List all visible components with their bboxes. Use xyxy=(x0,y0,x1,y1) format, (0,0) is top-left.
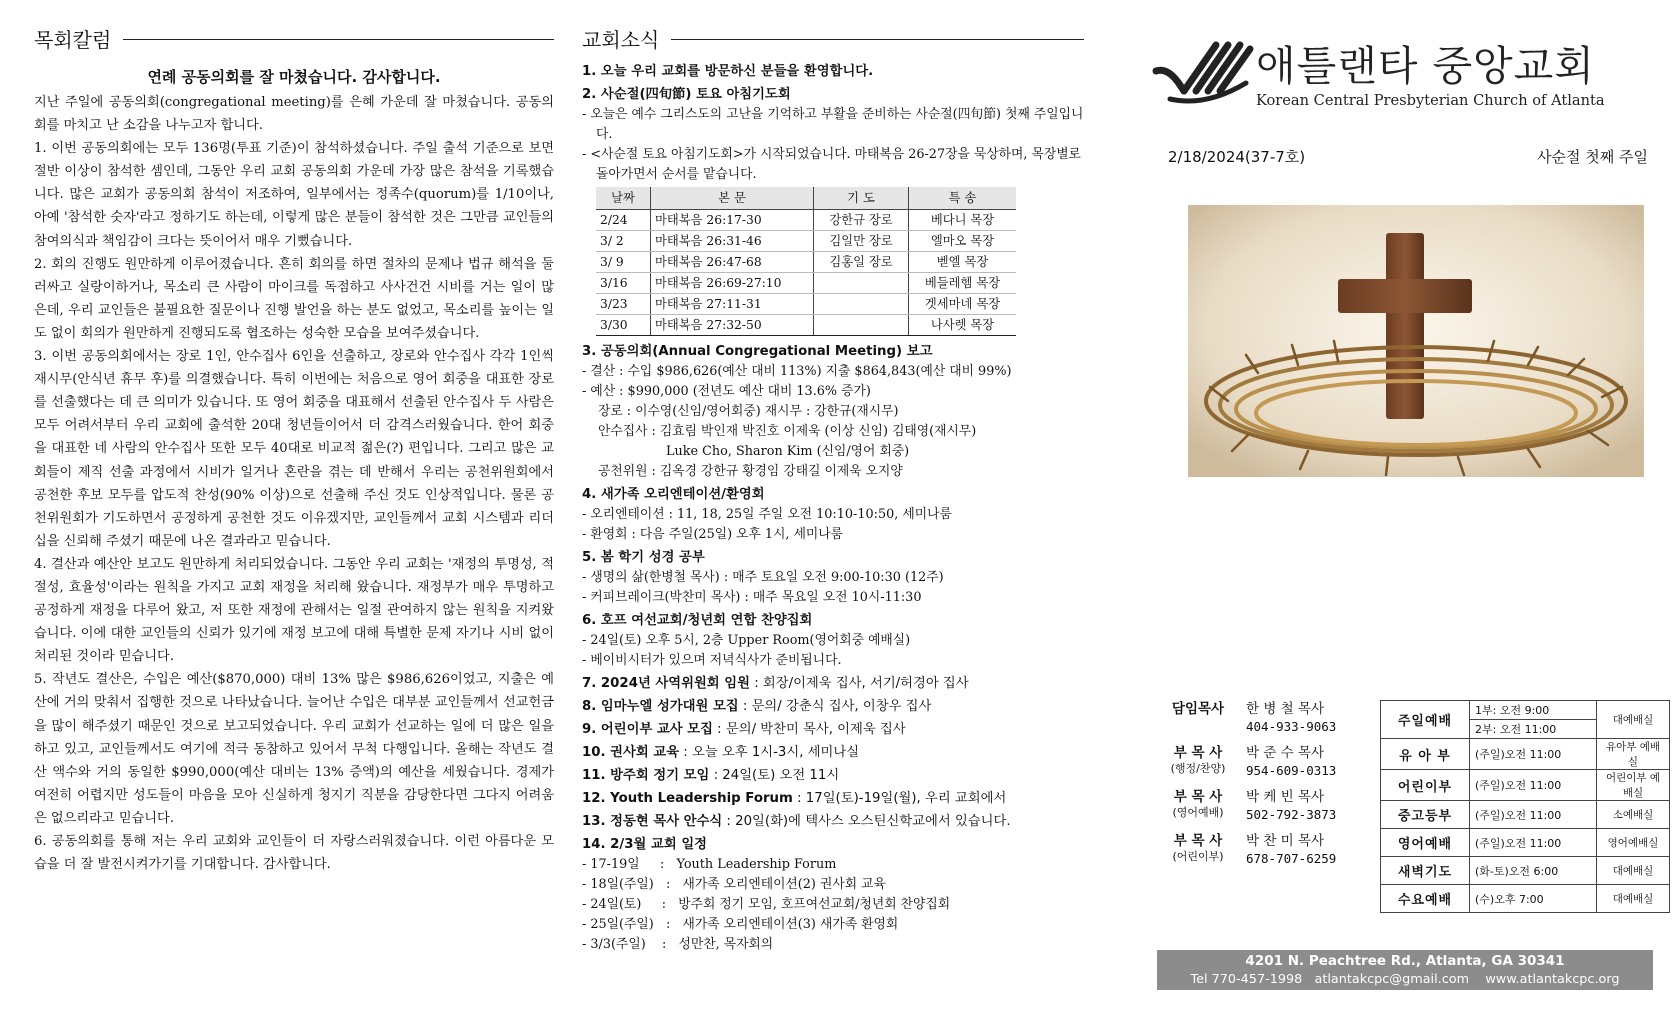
staff-role xyxy=(1162,788,1234,832)
news-item-8 xyxy=(582,697,1084,717)
section-title: 교회소식 xyxy=(582,27,660,52)
church-address: 4201 N. Peachtree Rd., Atlanta, GA 30341 xyxy=(1245,953,1565,969)
news-line: - 오늘은 예수 그리스도의 고난을 기억하고 부활을 준비하는 사순절(四旬節) 첫째 주일입니다. xyxy=(582,107,1084,142)
staff-phone: 404-933-9063 xyxy=(1246,719,1337,734)
table-row xyxy=(1381,801,1670,829)
table-cell: 마태복음 26:31-46 xyxy=(651,231,814,252)
staff-info xyxy=(1234,832,1336,876)
service-time: (화-토)오전 6:00 xyxy=(1470,857,1597,885)
pastor-column-header xyxy=(34,22,554,54)
table-cell: 엘마오 목장 xyxy=(909,231,1017,252)
cross-crown-of-thorns-icon xyxy=(1188,205,1644,477)
table-cell: 3/23 xyxy=(596,294,651,315)
news-line: Luke Cho, Sharon Kim (신임/영어 회중) xyxy=(666,444,910,459)
church-name-english: Korean Central Presbyterian Church of Atlanta xyxy=(1256,91,1605,109)
table-header-row xyxy=(596,187,1016,210)
news-item-title: 12. Youth Leadership Forum xyxy=(582,791,793,806)
news-line: - 환영회 : 다음 주일(25일) 오후 1시, 세미나룸 xyxy=(582,527,844,542)
news-item-detail: : 20일(화)에 텍사스 오스틴신학교에서 있습니다. xyxy=(722,814,1011,829)
column-header: 기 도 xyxy=(814,187,909,210)
news-item-title: 11. 방주회 정기 모임 xyxy=(582,768,710,783)
table-row xyxy=(1381,829,1670,857)
news-item-title: 8. 임마누엘 성가대원 모집 xyxy=(582,699,739,714)
staff-name: 박 찬 미 목사 xyxy=(1246,833,1325,849)
table-row xyxy=(1381,701,1670,720)
table-cell: 벧엘 목장 xyxy=(909,252,1017,273)
service-place: 대예배실 xyxy=(1597,885,1670,913)
section-title: 목회칼럼 xyxy=(34,27,112,52)
table-row xyxy=(596,273,1016,294)
service-time: (주일)오전 11:00 xyxy=(1470,770,1597,801)
service-time: (수)오후 7:00 xyxy=(1470,885,1597,913)
table-row xyxy=(1381,739,1670,770)
article-title: 연례 공동의회를 잘 마쳤습니다. 감사합니다. xyxy=(147,68,441,86)
news-line: - 오리엔테이션 : 11, 18, 25일 주일 오전 10:10-10:50, 세미나룸 xyxy=(582,507,952,522)
news-item-4-title: 4. 새가족 오리엔테이션/환영회 xyxy=(582,487,765,502)
news-item-detail: : 회장/이제욱 집사, 서기/허경아 집사 xyxy=(749,676,969,691)
table-row xyxy=(596,252,1016,273)
staff-list xyxy=(1162,700,1382,876)
service-name: 어린이부 xyxy=(1381,770,1470,801)
service-name: 새벽기도 xyxy=(1381,857,1470,885)
church-name-korean: 애틀랜타 중앙교회 xyxy=(1256,41,1595,90)
table-cell: 겟세마네 목장 xyxy=(909,294,1017,315)
staff-name: 박 준 수 목사 xyxy=(1246,745,1325,761)
service-place: 어린이부 예배실 xyxy=(1597,770,1670,801)
schedule-line: - 25일(주일) : 새가족 오리엔테이션(3) 새가족 환영회 xyxy=(582,917,899,932)
staff-info xyxy=(1234,788,1336,832)
staff-entry xyxy=(1162,832,1382,876)
service-time: 2부: 오전 11:00 xyxy=(1470,720,1597,739)
service-time: (주일)오전 11:00 xyxy=(1470,801,1597,829)
table-cell: 2/24 xyxy=(596,210,651,231)
news-line: 안수집사 : 김효림 박인재 박진호 이제욱 (이상 신임) 김태영(재시무) xyxy=(598,424,977,439)
news-item-5-title: 5. 봄 학기 성경 공부 xyxy=(582,550,705,565)
service-place: 소예배실 xyxy=(1597,801,1670,829)
news-item-title: 10. 권사회 교육 xyxy=(582,745,680,760)
header-rule xyxy=(123,39,554,40)
news-item-6-title: 6. 호프 여선교회/청년회 연합 찬양집회 xyxy=(582,613,813,628)
service-time: (주일)오전 11:00 xyxy=(1470,739,1597,770)
worship-schedule-table xyxy=(1380,700,1670,913)
news-line: 장로 : 이수영(신임/영어회중) 재시무 : 강한규(재시무) xyxy=(598,404,899,419)
liturgical-week: 사순절 첫째 주일 xyxy=(1537,148,1648,166)
news-line: - 결산 : 수입 $986,626(예산 대비 113%) 지출 $864,843(예산 대비 99%) xyxy=(582,364,1012,379)
news-item-detail: : 문의/ 강춘식 집사, 이창우 집사 xyxy=(738,699,932,714)
article-paragraph: 5. 작년도 결산은, 수입은 예산($870,000) 대비 13% 많은 $986,626이었고, 지출은 예산에 거의 맞춰서 집행한 것으로 나타났습니다. 늘어난 수입은 대부분 교인들께서 선교헌금을 많이 해주셨기 때문인 것으로 보고되었습니다. 우리 교회가 선교하는 일에 더 많은 일을 하고 있고, 교인들께서도 여기에 적극 동참하고 있어서 무척 다행입니다. 올해는 작년도 결산 액수와 거의 동일한 $990,000(예산 대비는 13% 증액)의 예산을 세웠습니다. 경제가 여전히 어렵지만 성도들이 마음을 모아 신실하게 청지기 직분을 감당한다면 그다지 어려움은 없으리라고 믿습니다. xyxy=(34,672,554,826)
news-item-title: 7. 2024년 사역위원회 임원 xyxy=(582,676,750,691)
news-item-detail: : 오늘 오후 1시-3시, 세미나실 xyxy=(679,745,860,760)
staff-name: 박 케 빈 목사 xyxy=(1246,789,1325,805)
news-line: 공천위원 : 김옥경 강한규 황경임 강태길 이제욱 오지양 xyxy=(598,464,903,479)
article-paragraph: 지난 주일에 공동의회(congregational meeting)를 은혜 가운데 잘 마쳤습니다. 공동의회를 마치고 난 소감을 나누고자 합니다. xyxy=(34,95,554,134)
news-item-title: 9. 어린이부 교사 모집 xyxy=(582,722,713,737)
schedule-line: - 24일(토) : 방주회 정기 모임, 호프여선교회/청년회 찬양집회 xyxy=(582,897,951,912)
staff-role-label: 부 목 사 xyxy=(1173,745,1223,761)
table-cell xyxy=(814,315,909,336)
article-paragraph: 6. 공동의회를 통해 저는 우리 교회와 교인들이 더 자랑스러워졌습니다. 이런 아름다운 모습을 더 잘 발전시켜가기를 기대합니다. 감사합니다. xyxy=(34,834,554,873)
table-cell: 3/16 xyxy=(596,273,651,294)
church-header xyxy=(1150,30,1648,120)
church-name-block xyxy=(1256,42,1605,109)
table-row xyxy=(596,294,1016,315)
staff-role xyxy=(1162,744,1234,788)
staff-role-label: 부 목 사 xyxy=(1173,789,1223,805)
news-item-detail: : 17일(토)-19일(월), 우리 교회에서 xyxy=(792,791,1007,806)
service-place: 유아부 예배실 xyxy=(1597,739,1670,770)
news-line: - 생명의 삶(한병철 목사) : 매주 토요일 오전 9:00-10:30 (12주) xyxy=(582,570,944,585)
staff-role-label: 담임목사 xyxy=(1171,701,1225,717)
staff-role xyxy=(1162,832,1234,876)
service-time: 1부: 오전 9:00 xyxy=(1470,701,1597,720)
staff-info xyxy=(1234,700,1336,744)
news-item-14-title: 14. 2/3월 교회 일정 xyxy=(582,837,708,852)
staff-role-label: 부 목 사 xyxy=(1173,833,1223,849)
news-item-detail: : 24일(토) 오전 11시 xyxy=(709,768,840,783)
news-item-7 xyxy=(582,674,1084,694)
staff-entry xyxy=(1162,700,1382,744)
article-paragraph: 1. 이번 공동의회에는 모두 136명(투표 기준)이 참석하셨습니다. 주일 출석 기준으로 보면 절반 이상이 참석한 셈인데, 그동안 우리 교회 공동의회 가운데 가장 많은 참석을 기록했습니다. 많은 교회가 공동의회 참석이 저조하여, 일부에서는 정족수(quorum)를 1/10이나, 아예 '참석한 숫자'라고 정하기도 하는데, 이렇게 많은 분들이 참석한 것은 그만큼 교인들의 참여의식과 책임감이 크다는 뜻이어서 매우 기뻤습니다. xyxy=(34,141,554,249)
table-cell: 마태복음 26:17-30 xyxy=(651,210,814,231)
staff-role-sub: (영어예배) xyxy=(1172,806,1224,819)
article-paragraph: 3. 이번 공동의회에서는 장로 1인, 안수집사 6인을 선출하고, 장로와 안수집사 각각 1인씩 재시무(안식년 휴무 후)를 의결했습니다. 특히 이번에는 처음으로 영어 회중을 대표한 장로를 선출했다는 데 큰 의미가 있습니다. 또 영어 회중을 대표해서 선출된 안수집사 두 사람은 모두 어려서부터 우리 교회에 출석한 20대 청년들이어서 더 감격스러웠습니다. 한어 회중을 대표한 네 사람의 안수집사 또한 모두 40대로 비교적 젊은(?) 편입니다. 그리고 많은 교회들이 제직 선출 과정에서 시비가 일거나 혼란을 겪는 데 반해서 우리는 공천위원회에서 공천한 후보 모두를 압도적 찬성(90% 이상)으로 선출해 주신 것도 인상적입니다. 물론 공천위원회가 기도하면서 공정하게 공천한 것도 이유겠지만, 교인들께서 교회 시스템과 리더십을 신뢰해 주셨기 때문에 나온 결과라고 믿습니다. xyxy=(34,349,554,549)
news-line: - <사순절 토요 아침기도회>가 시작되었습니다. 마태복음 26-27장을 묵상하며, 목장별로 돌아가면서 순서를 맡습니다. xyxy=(582,147,1081,182)
article-paragraph: 4. 결산과 예산안 보고도 원만하게 처리되었습니다. 그동안 우리 교회는 '재정의 투명성, 적절성, 효율성'이라는 원칙을 가지고 교회 재정을 처리해 왔습니다. 재정부가 매우 투명하고 공정하게 재정을 다루어 왔고, 저 또한 재정에 관해서는 일절 관여하지 않는 원칙을 지켜왔습니다. 이에 대한 교인들의 신뢰가 있기에 재정 보고에 대해 특별한 문제 자기나 시비 없이 처리된 것이라 믿습니다. xyxy=(34,556,554,665)
news-item-3-title: 3. 공동의회(Annual Congregational Meeting) 보고 xyxy=(582,344,933,359)
news-item-detail: : 문의/ 박찬미 목사, 이제욱 집사 xyxy=(712,722,906,737)
news-item-12 xyxy=(582,789,1084,809)
service-name: 중고등부 xyxy=(1381,801,1470,829)
news-column xyxy=(582,22,1084,955)
table-row xyxy=(596,231,1016,252)
table-cell: 마태복음 26:69-27:10 xyxy=(651,273,814,294)
table-cell: 마태복음 27:32-50 xyxy=(651,315,814,336)
news-line: - 베이비시터가 있으며 저녁식사가 준비됩니다. xyxy=(582,653,842,668)
service-name: 수요예배 xyxy=(1381,885,1470,913)
service-place: 영어예배실 xyxy=(1597,829,1670,857)
news-line: - 24일(토) 오후 5시, 2층 Upper Room(영어회중 예배실) xyxy=(582,633,911,648)
pastor-column xyxy=(34,22,554,876)
news-item-9 xyxy=(582,720,1084,740)
table-row xyxy=(596,210,1016,231)
news-item-11 xyxy=(582,766,1084,786)
staff-entry xyxy=(1162,744,1382,788)
issue-number: 2/18/2024(37-7호) xyxy=(1168,148,1306,166)
prayer-schedule-table xyxy=(596,187,1016,336)
table-cell: 3/ 9 xyxy=(596,252,651,273)
staff-role-sub: (행정/찬양) xyxy=(1170,762,1226,775)
news-item-title: 13. 정동현 목사 안수식 xyxy=(582,814,723,829)
news-list xyxy=(582,62,1084,955)
news-line: - 커피브레이크(박찬미 목사) : 매주 목요일 오전 10시-11:30 xyxy=(582,590,922,605)
schedule-line: - 17-19일 : Youth Leadership Forum xyxy=(582,857,837,872)
service-place: 대예배실 xyxy=(1597,857,1670,885)
table-row xyxy=(1381,857,1670,885)
table-row xyxy=(1381,885,1670,913)
staff-phone: 678-707-6259 xyxy=(1246,851,1337,866)
table-cell: 김일만 장로 xyxy=(814,231,909,252)
staff-phone: 954-609-0313 xyxy=(1246,763,1337,778)
table-row xyxy=(1381,770,1670,801)
service-name: 주일예배 xyxy=(1381,701,1470,739)
table-cell: 마태복음 26:47-68 xyxy=(651,252,814,273)
column-header: 특 송 xyxy=(909,187,1017,210)
news-column-header xyxy=(582,22,1084,54)
news-line: - 예산 : $990,000 (전년도 예산 대비 13.6% 증가) xyxy=(582,384,871,399)
table-cell: 베들레헴 목장 xyxy=(909,273,1017,294)
schedule-line: - 18일(주일) : 새가족 오리엔테이션(2) 권사회 교육 xyxy=(582,877,886,892)
news-item-13 xyxy=(582,812,1084,832)
table-cell xyxy=(814,273,909,294)
staff-info xyxy=(1234,744,1336,788)
table-row xyxy=(596,315,1016,336)
staff-phone: 502-792-3873 xyxy=(1246,807,1337,822)
table-cell: 김홍일 장로 xyxy=(814,252,909,273)
news-item-1: 1. 오늘 우리 교회를 방문하신 분들을 환영합니다. xyxy=(582,64,874,79)
cover-column xyxy=(1150,30,1648,481)
table-cell: 3/ 2 xyxy=(596,231,651,252)
table-cell: 3/30 xyxy=(596,315,651,336)
staff-role xyxy=(1162,700,1234,744)
header-rule xyxy=(671,39,1084,40)
table-cell: 베다니 목장 xyxy=(909,210,1017,231)
column-header: 날짜 xyxy=(596,187,651,210)
staff-name: 한 병 철 목사 xyxy=(1246,701,1325,717)
church-contact-footer xyxy=(1157,950,1653,990)
service-name: 영어예배 xyxy=(1381,829,1470,857)
table-cell: 강한규 장로 xyxy=(814,210,909,231)
schedule-line: - 3/3(주일) : 성만찬, 목자회의 xyxy=(582,937,774,952)
staff-role-sub: (어린이부) xyxy=(1172,850,1224,863)
news-item-2-title: 2. 사순절(四旬節) 토요 아침기도회 xyxy=(582,87,791,102)
church-logo-icon xyxy=(1150,37,1256,113)
church-contact: Tel 770-457-1998 atlantakcpc@gmail.com www.atlantakcpc.org xyxy=(1190,972,1620,987)
article-paragraph: 2. 회의 진행도 원만하게 이루어졌습니다. 흔히 회의를 하면 절차의 문제나 법규 해석을 둘러싸고 실랑이하거나, 목소리 큰 사람이 마이크를 독점하고 사사건건 시비를 거는 일이 많은데, 우리 교인들은 불필요한 질문이나 진행 발언을 하는 분도 없었고, 목소리를 높이는 일도 없이 회의가 원만하게 진행되도록 협조하는 성숙한 모습을 보여주셨습니다. xyxy=(34,256,554,341)
table-cell: 마태복음 27:11-31 xyxy=(651,294,814,315)
issue-row xyxy=(1168,146,1648,167)
service-time: (주일)오전 11:00 xyxy=(1470,829,1597,857)
news-item-10 xyxy=(582,743,1084,763)
table-cell: 나사렛 목장 xyxy=(909,315,1017,336)
column-header: 본 문 xyxy=(651,187,814,210)
staff-entry xyxy=(1162,788,1382,832)
service-name: 유 아 부 xyxy=(1381,739,1470,770)
table-cell xyxy=(814,294,909,315)
service-place: 대예배실 xyxy=(1597,701,1670,739)
